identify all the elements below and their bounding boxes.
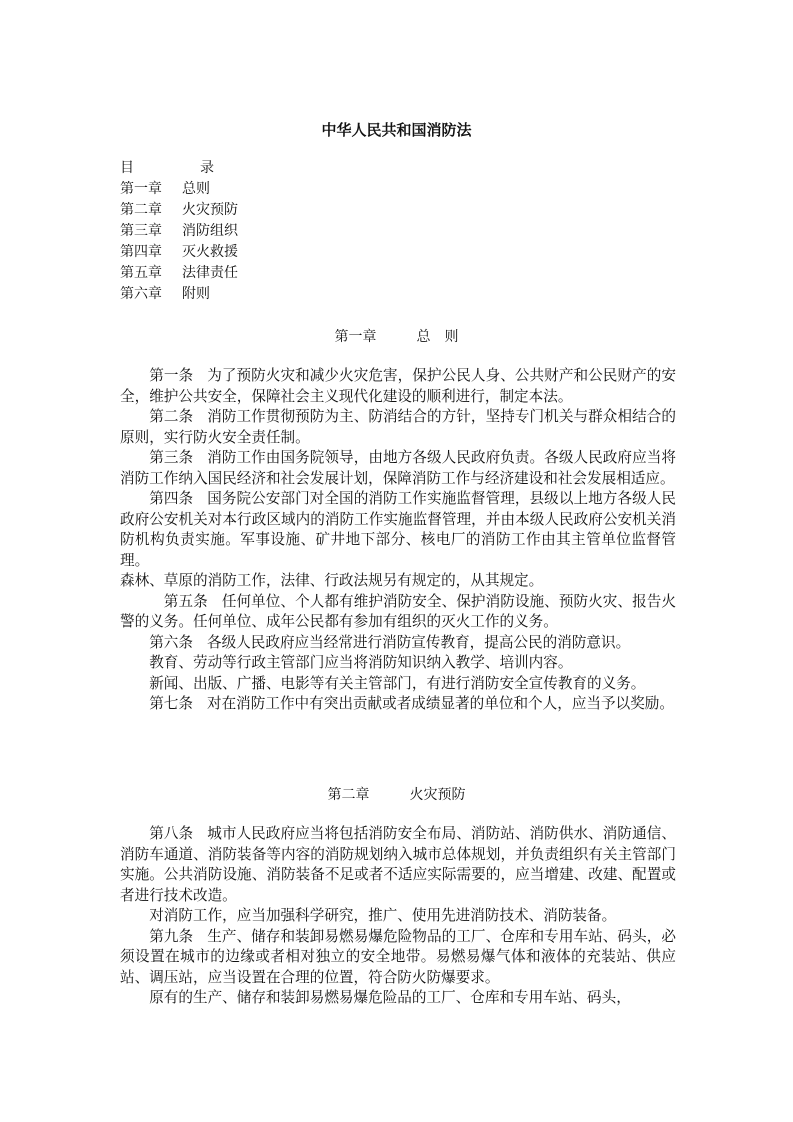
- toc-item: [120, 221, 238, 242]
- article-text: 对在消防工作中有突出贡献或者成绩显著的单位和个人，应当予以奖励。: [206, 695, 674, 712]
- article-number: 第四条: [149, 490, 194, 507]
- chapter-name: 火灾预防: [409, 787, 466, 803]
- article-paragraph: [120, 571, 676, 592]
- article-paragraph: [120, 906, 676, 927]
- article-number: 第九条: [149, 927, 194, 945]
- article-paragraph: [120, 824, 676, 906]
- document-title: 中华人民共和国消防法: [321, 121, 472, 139]
- article-text: 对消防工作，应当加强科学研究，推广、使用先进消防技术、消防装备。: [149, 907, 617, 924]
- article-number: 第六条: [149, 633, 193, 651]
- chapter-heading: [0, 784, 793, 804]
- article-paragraph: [120, 674, 676, 695]
- article-paragraph: [120, 988, 676, 1009]
- toc-chapter-name: 消防组织: [182, 223, 238, 239]
- article-text: 国务院公安部门对全国的消防工作实施监督管理，县级以上地方各级人民政府公安机关对本行政区域内的消防工作实施监督管理，并由本级人民政府公安机关消防机构负责实施。军事设施、矿井地下部分、核电厂的消防工作由其主管单位监督管理。: [120, 490, 676, 569]
- article-text: 新闻、出版、广播、电影等有关主管部门，有进行消防安全宣传教育的义务。: [149, 674, 646, 692]
- article-number: 第一条: [149, 367, 194, 384]
- toc-item: [120, 242, 238, 263]
- toc-item: [120, 284, 238, 305]
- article-text: 城市人民政府应当将包括消防安全布局、消防站、消防供水、消防通信、消防车通道、消防装备等内容的消防规划纳入城市总体规划，并负责组织有关主管部门实施。公共消防设施、消防装备不足或者不适应实际需要的，应当增建、改建、配置或者进行技术改造。: [120, 825, 676, 904]
- toc-chapter-name: 灭火救援: [182, 244, 238, 260]
- article-paragraph: [120, 653, 676, 674]
- toc-heading-right: 录: [200, 160, 214, 176]
- toc-chapter-number: 第二章: [120, 202, 162, 218]
- chapter-label: 第二章: [327, 787, 370, 803]
- article-text: 原有的生产、储存和装卸易燃易爆危险品的工厂、仓库和专用车站、码头，: [149, 989, 631, 1006]
- article-number: 第二条: [149, 408, 194, 425]
- toc-chapter-name: 法律责任: [182, 265, 238, 281]
- article-paragraph: [120, 448, 676, 489]
- article-text: 森林、草原的消防工作，法律、行政法规另有规定的，从其规定。: [120, 572, 544, 589]
- article-paragraph: [120, 592, 676, 633]
- toc-chapter-number: 第一章: [120, 181, 162, 197]
- article-number: 第五条: [163, 592, 208, 610]
- article-paragraph: [120, 694, 676, 715]
- toc-heading: [120, 158, 238, 179]
- toc-chapter-number: 第三章: [120, 223, 162, 239]
- chapter-body: [120, 824, 676, 1009]
- article-text: 任何单位、个人都有维护消防安全、保护消防设施、预防火灾、报告火警的义务。任何单位、成年公民都有参加有组织的灭火工作的义务。: [120, 592, 676, 630]
- article-paragraph: [120, 489, 676, 571]
- article-number: 第三条: [149, 449, 194, 466]
- chapter-label: 第一章: [334, 329, 377, 345]
- article-text: 各级人民政府应当经常进行消防宣传教育，提高公民的消防意识。: [206, 633, 631, 651]
- table-of-contents: [120, 158, 238, 305]
- chapter-name: 总 则: [416, 329, 459, 345]
- article-paragraph: [120, 633, 676, 654]
- toc-chapter-number: 第四章: [120, 244, 162, 260]
- toc-chapter-name: 附则: [182, 286, 210, 302]
- toc-chapter-name: 火灾预防: [182, 202, 238, 218]
- article-number: 第八条: [149, 825, 194, 842]
- toc-item: [120, 179, 238, 200]
- chapter-body: [120, 366, 676, 715]
- toc-chapter-number: 第六章: [120, 286, 162, 302]
- toc-heading-left: 目: [120, 160, 134, 176]
- article-paragraph: [120, 407, 676, 448]
- toc-item: [120, 263, 238, 284]
- toc-item: [120, 200, 238, 221]
- article-paragraph: [120, 927, 676, 989]
- toc-chapter-number: 第五章: [120, 265, 162, 281]
- article-text: 为了预防火灾和减少火灾危害，保护公民人身、公共财产和公民财产的安全，维护公共安全，保障社会主义现代化建设的顺利进行，制定本法。: [120, 367, 676, 405]
- article-text: 消防工作贯彻预防为主、防消结合的方针，坚持专门机关与群众相结合的原则，实行防火安全责任制。: [120, 408, 676, 446]
- toc-chapter-name: 总则: [182, 181, 210, 197]
- chapter-heading: [0, 326, 793, 346]
- article-number: 第七条: [149, 695, 193, 712]
- article-text: 生产、储存和装卸易燃易爆危险物品的工厂、仓库和专用车站、码头，必须设置在城市的边缘或者相对独立的安全地带。易燃易爆气体和液体的充装站、供应站、调压站，应当设置在合理的位置，符合防火防爆要求。: [120, 927, 676, 986]
- article-text: 消防工作由国务院领导，由地方各级人民政府负责。各级人民政府应当将消防工作纳入国民经济和社会发展计划，保障消防工作与经济建设和社会发展相适应。: [120, 449, 676, 487]
- article-text: 教育、劳动等行政主管部门应当将消防知识纳入教学、培训内容。: [149, 654, 573, 671]
- article-paragraph: [120, 366, 676, 407]
